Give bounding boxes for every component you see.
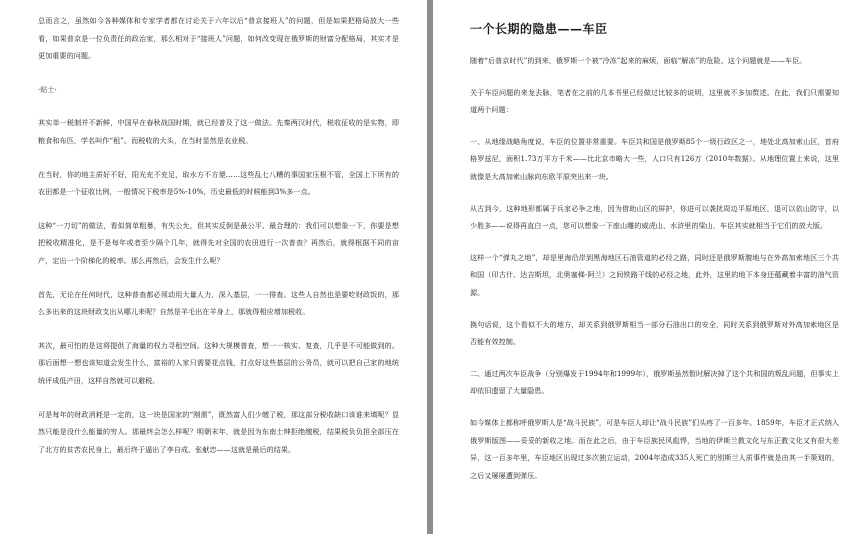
tip-label: ·贴士· [38, 84, 57, 94]
paragraph: 这种“一刀切”的做法，看似简单粗暴，有失公允，但其实反倒是最公平、最合理的：我们可以想象一下，你要是想把税收精准化，是不是每年或者至少隔个几年，就得先对全国的农田进行一次普查？再然后，就得根据不同的亩产，定出一个阶梯化的税率。那么再然后，会发生什么呢？ [38, 220, 399, 265]
paragraph: 其实单一税制并不新鲜，中国早在春秋战国时期，就已经普及了这一做法。先秦两汉时代，税收征收的是实物，即粮食和布匹，学名叫作“租”。而税收的大头，在当时显然是农业税。 [38, 118, 399, 145]
paragraph: 随着“后普京时代”的到来，俄罗斯一个被“冷冻”起来的麻烦，面临“解冻”的危险。这个问题就是——车臣。 [470, 56, 807, 65]
paragraph: 首先，无论在任何时代，这种普查都必须动用大量人力，深入基层，一一排查。这些人自然也是要吃财政饭的，那么多出来的这块财政支出从哪儿来呢？自然是羊毛出在羊身上，那就得相应增加税收。 [38, 289, 399, 317]
paragraph: 如今媒体上都称呼俄罗斯人是“战斗民族”，可是车臣人却让“战斗民族”们头疼了一百多年。1859年，车臣才正式纳入俄罗斯版图——妥妥的新收之地。而在此之后，由于车臣族民风彪悍，当地的伊斯兰教文化与东正教文化又有很大差异，这一百多年里，车臣地区出现过多次独立运动，2004年造成335人死亡的别斯兰人质事件就是由其一手策划的，之后又屡屡遭到弹压。 [470, 417, 839, 480]
paragraph: 二、通过两次车臣战争（分别爆发于1994年和1999年），俄罗斯虽然暂时解决掉了这个共和国的叛乱问题，但事实上却依旧遗留了大量隐患。 [470, 368, 839, 396]
paragraph: 一、从地缘战略角度说，车臣的位置非常重要。车臣共和国是俄罗斯85个一级行政区之一，地处北高加索山区，首府格罗兹尼，面积1.73万平方千米——比北京市略大一些，人口只有126万（2010年数据）。从地理位置上来说，这里就像是大高加索山脉向东欧平原突出来一块。 [470, 136, 839, 181]
paragraph: 在当时，你的地主质好不好，阳光充不充足，取水方不方便……这些乱七八糟的事国家压根不管，全国上下所有的农田都是一个征收比例，一般情况下税率是5%-10%，历史最低的时候能到3%多一点。 [38, 169, 399, 197]
paragraph: 这样一个“弹丸之地”，却是里海沿岸到黑海地区石油管道的必经之路，同时还是俄罗斯腹地与在外高加索地区三个共和国（印古什、达吉斯坦，北奥塞梯-阿兰）之间铁路干线的必经之地，此外，这里的地下本身还蕴藏着丰富的油气资源。 [470, 252, 839, 297]
paragraph: 可是每年的财政消耗是一定的，这一块是国家的“刚需”，既然富人们少缴了税，那这部分税收缺口该谁来填呢？显然只能是没什么能量的穷人。那最终会怎么样呢？明朝末年，就是因为东南士绅拒绝缴税，结果税负负担全部压在了北方的贫苦农民身上，最后终于逼出了李自成、张献忠——这就是最后的结果。 [38, 409, 399, 454]
left-page [0, 0, 427, 534]
paragraph: 从古到今，这种地形都属于兵家必争之地，因为借助山区的屏护，你进可以袭扰周边平原地区，退可以依山防守，以少胜多——说得再直白一点，您可以想象一下座山雕的威虎山、水浒里的梁山，车臣其实就相当于它们的放大版。 [470, 203, 839, 231]
right-page [433, 0, 861, 534]
paragraph: 总而言之，虽然如今各种媒体和专家学者都在讨论关于六年以后“普京接班人”的问题，但是如果把格局放大一些看，如果普京是一位负责任的政治家，那么相对于“接班人”问题，如何改变现在俄罗斯的财富分配格局，其实才是更加重要的问题。 [38, 16, 399, 61]
paragraph: 换句话说，这个看似不大的地方，却关系到俄罗斯相当一部分石油出口的安全，同时关系到俄罗斯对外高加索地区是否能有效控制。 [470, 319, 839, 347]
paragraph: 其次，最可怕的是这将提供了海量的权力寻租空间。这种大规模普查，想一一核实、复查，几乎是不可能做到的。那后面想一想也该知道会发生什么，富裕的人家只需要花点钱，打点好这些基层的公务员，就可以把自己家的地统统评成低产田，这样自然就可以避税。 [38, 340, 399, 385]
paragraph: 关于车臣问题的来龙去脉，笔者在之前的几本书里已经做过比较多的说明，这里就不多加赘述。在此，我们只需要知道两个问题： [470, 87, 839, 115]
chapter-title: 一个长期的隐患——车臣 [470, 22, 608, 36]
